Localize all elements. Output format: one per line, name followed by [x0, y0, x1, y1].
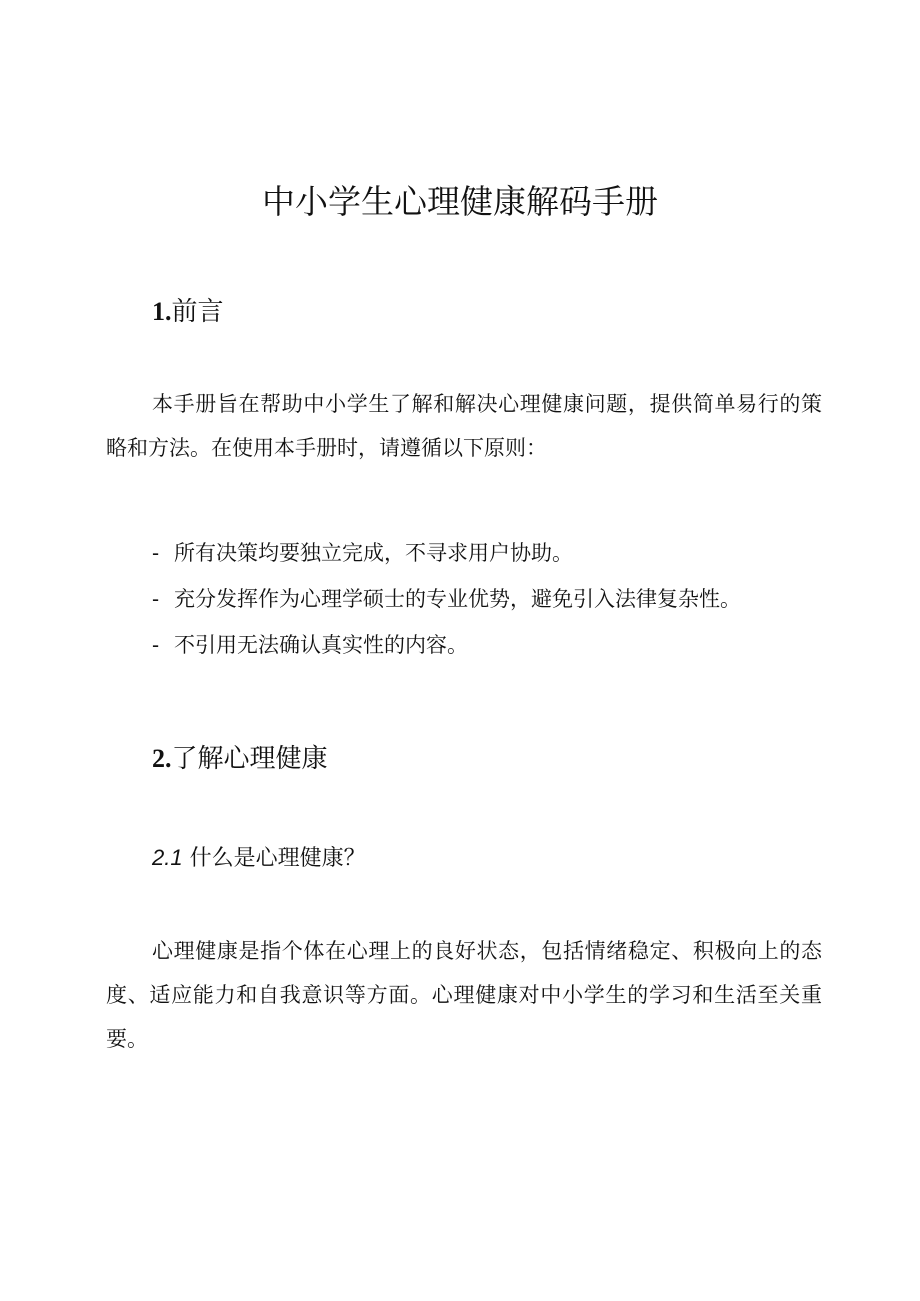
list-item — [152, 576, 741, 622]
subsection-heading-what-is — [152, 842, 366, 875]
document-title: 中小学生心理健康解码手册 — [262, 182, 658, 221]
subsection-title: 什么是心理健康？ — [189, 846, 366, 871]
list-item-text: 不引用无法确认真实性的内容。 — [174, 633, 468, 657]
principles-list — [152, 530, 741, 668]
section-title: 前言 — [171, 297, 224, 327]
list-item-text: 充分发挥作为心理学硕士的专业优势，避免引入法律复杂性。 — [174, 587, 741, 611]
preface-paragraph: 本手册旨在帮助中小学生了解和解决心理健康问题，提供简单易行的策略和方法。在使用本手册时，请遵循以下原则： — [106, 392, 822, 460]
list-item-text: 所有决策均要独立完成，不寻求用户协助。 — [174, 541, 573, 565]
list-item — [152, 622, 741, 668]
definition-paragraph: 心理健康是指个体在心理上的良好状态，包括情绪稳定、积极向上的态度、适应能力和自我意识等方面。心理健康对中小学生的学习和生活至关重要。 — [106, 939, 822, 1051]
list-marker: - — [152, 541, 160, 565]
section-title: 了解心理健康 — [171, 744, 328, 774]
list-marker: - — [152, 633, 160, 657]
list-item — [152, 530, 741, 576]
section-number: 1. — [152, 297, 172, 326]
section-number: 2. — [152, 744, 172, 773]
list-marker: - — [152, 587, 160, 611]
section-heading-preface — [152, 293, 224, 331]
section-heading-mental-health — [152, 740, 328, 778]
subsection-number: 2.1 — [152, 845, 183, 870]
